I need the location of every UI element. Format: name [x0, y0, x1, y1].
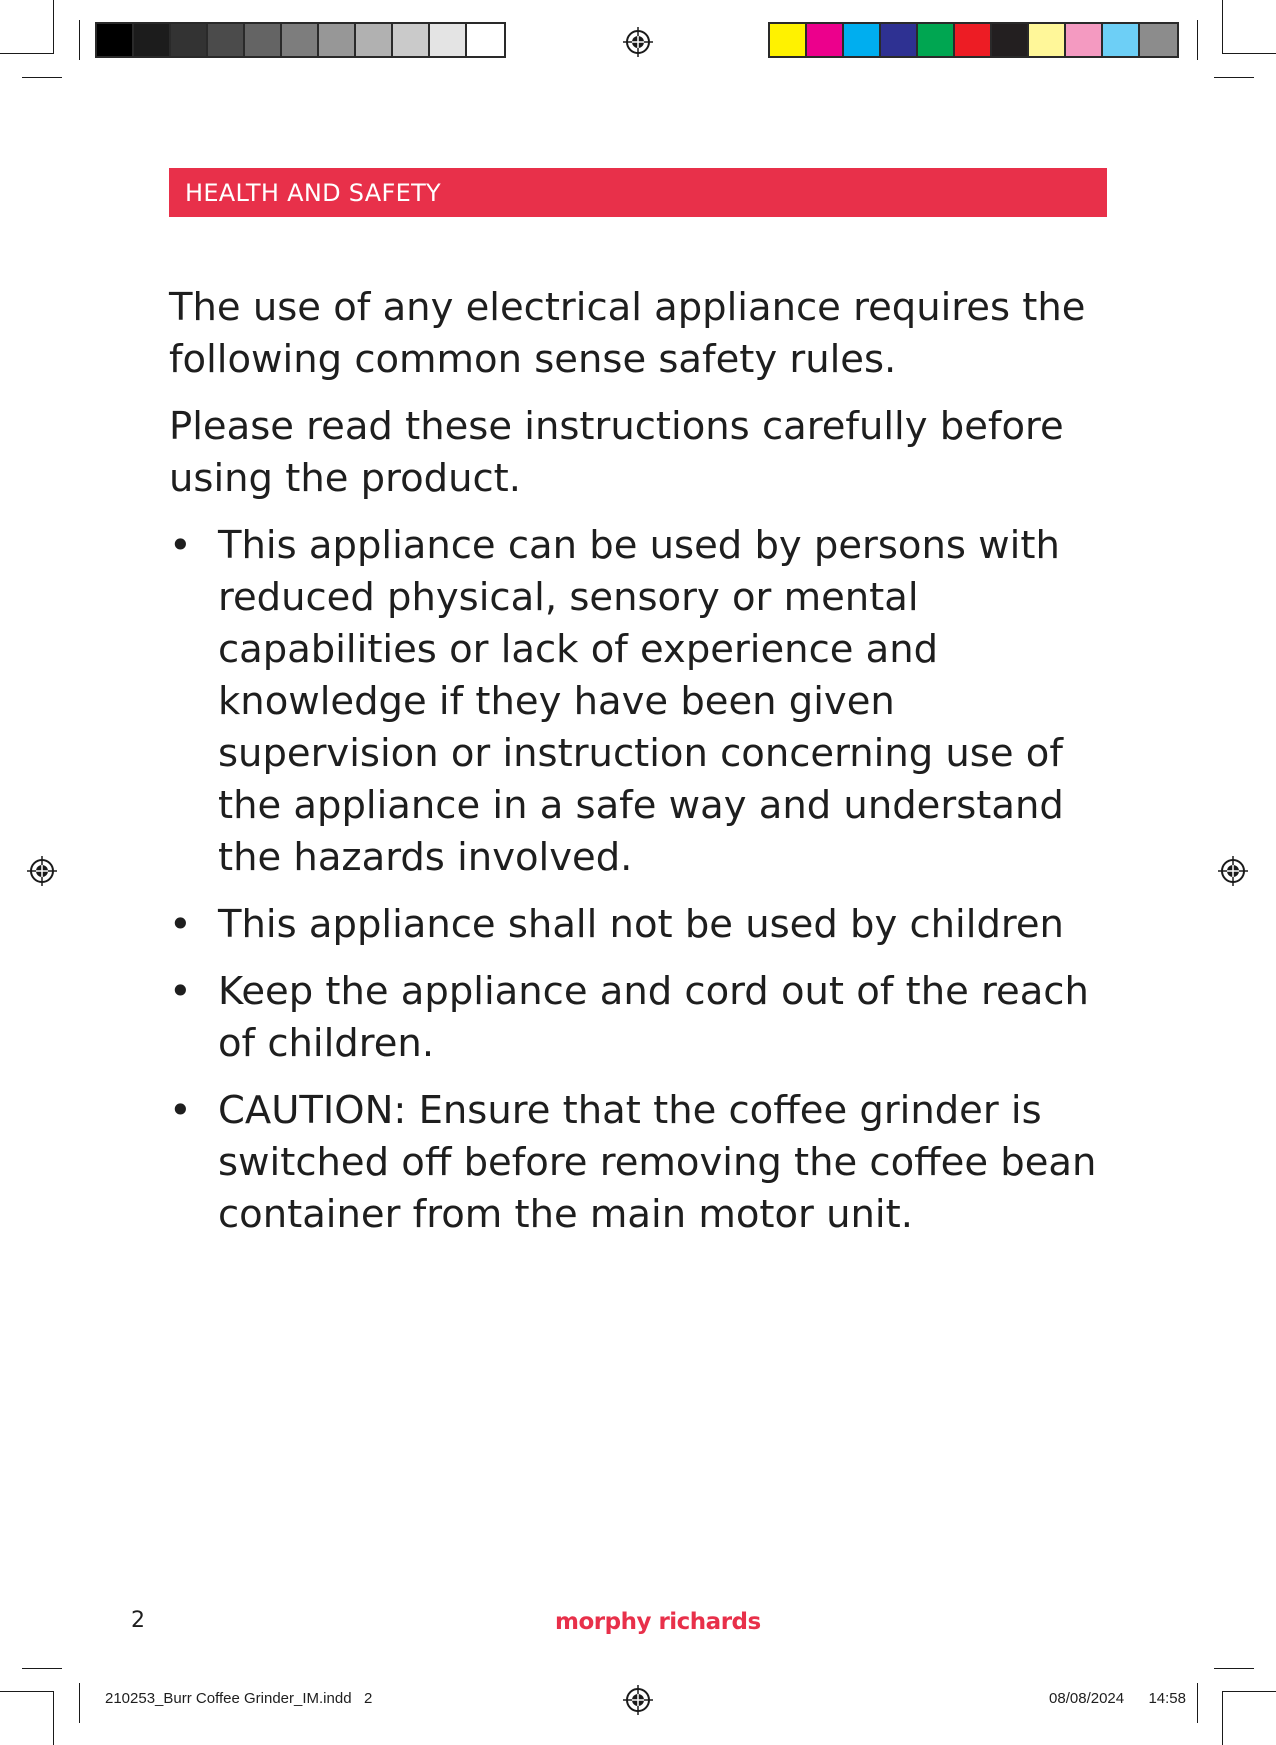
grayscale-color-bar	[95, 22, 506, 58]
safety-bullet-list	[169, 520, 1109, 1241]
grayscale-swatch	[97, 24, 134, 56]
bullet-text: Keep the appliance and cord out of the reach of children.	[218, 969, 1089, 1066]
slug-file-name: 210253_Burr Coffee Grinder_IM.indd 2	[105, 1690, 373, 1707]
crop-mark-bottom-right-horizontal	[1222, 1691, 1276, 1692]
intro-paragraph-2: Please read these instructions carefully before using the product.	[169, 404, 1064, 501]
crop-mark-top-left-vertical	[53, 0, 54, 54]
bullet-icon: •	[169, 902, 192, 947]
crop-mark-bottom-left-bleed-h	[22, 1668, 62, 1669]
process-color-swatch	[992, 24, 1029, 56]
grayscale-swatch	[245, 24, 282, 56]
list-item	[169, 520, 1109, 884]
process-color-swatch	[881, 24, 918, 56]
slug-date-time: 08/08/2024 14:58	[1049, 1690, 1186, 1707]
crop-mark-top-right-horizontal	[1222, 53, 1276, 54]
crop-mark-bottom-left-vertical	[53, 1691, 54, 1745]
crop-mark-top-left-bleed-v	[79, 20, 80, 60]
registration-target-icon	[1218, 856, 1248, 886]
crop-mark-bottom-left-bleed-v	[79, 1683, 80, 1723]
registration-target-icon	[623, 1685, 653, 1715]
crop-mark-bottom-right-bleed-h	[1214, 1668, 1254, 1669]
crop-mark-bottom-left-horizontal	[0, 1691, 54, 1692]
bullet-text: This appliance can be used by persons with reduced physical, sensory or mental capabilities or lack of experience and knowledge if they have been given supervision or instruction concerning use of the appliance in a safe way and understand the hazards involved.	[218, 523, 1064, 880]
process-color-swatch	[1140, 24, 1177, 56]
grayscale-swatch	[467, 24, 504, 56]
crop-mark-top-right-bleed-h	[1214, 77, 1254, 78]
crop-mark-top-left-horizontal	[0, 53, 54, 54]
process-color-swatch	[770, 24, 807, 56]
grayscale-swatch	[319, 24, 356, 56]
intro-paragraph-1: The use of any electrical appliance requires the following common sense safety rules.	[169, 285, 1086, 382]
registration-target-icon	[623, 27, 653, 57]
section-header-title: HEALTH AND SAFETY	[185, 178, 441, 207]
process-color-swatch	[955, 24, 992, 56]
bullet-icon: •	[169, 523, 192, 568]
section-header	[169, 168, 1107, 217]
bullet-text: This appliance shall not be used by children	[218, 902, 1064, 947]
grayscale-swatch	[430, 24, 467, 56]
page-number: 2	[131, 1608, 145, 1633]
bullet-text: CAUTION: Ensure that the coffee grinder is switched off before removing the coffee bean container from the main motor unit.	[218, 1088, 1097, 1237]
list-item	[169, 899, 1109, 951]
crop-mark-bottom-right-vertical	[1222, 1691, 1223, 1745]
process-color-swatch	[1103, 24, 1140, 56]
grayscale-swatch	[208, 24, 245, 56]
brand-logo: morphy richards	[555, 1609, 761, 1635]
grayscale-swatch	[282, 24, 319, 56]
grayscale-swatch	[171, 24, 208, 56]
grayscale-swatch	[356, 24, 393, 56]
list-item	[169, 1085, 1109, 1241]
grayscale-swatch	[393, 24, 430, 56]
process-color-swatch	[918, 24, 955, 56]
process-color-swatch	[807, 24, 844, 56]
process-color-swatch	[1066, 24, 1103, 56]
crop-mark-top-right-vertical	[1222, 0, 1223, 54]
process-color-swatch	[844, 24, 881, 56]
bullet-icon: •	[169, 969, 192, 1014]
grayscale-swatch	[134, 24, 171, 56]
registration-target-icon	[27, 856, 57, 886]
crop-mark-top-right-bleed-v	[1197, 20, 1198, 60]
main-content	[169, 282, 1109, 1256]
process-color-bar	[768, 22, 1179, 58]
list-item	[169, 966, 1109, 1070]
bullet-icon: •	[169, 1088, 192, 1133]
crop-mark-top-left-bleed-h	[22, 77, 62, 78]
crop-mark-bottom-right-bleed-v	[1197, 1683, 1198, 1723]
process-color-swatch	[1029, 24, 1066, 56]
